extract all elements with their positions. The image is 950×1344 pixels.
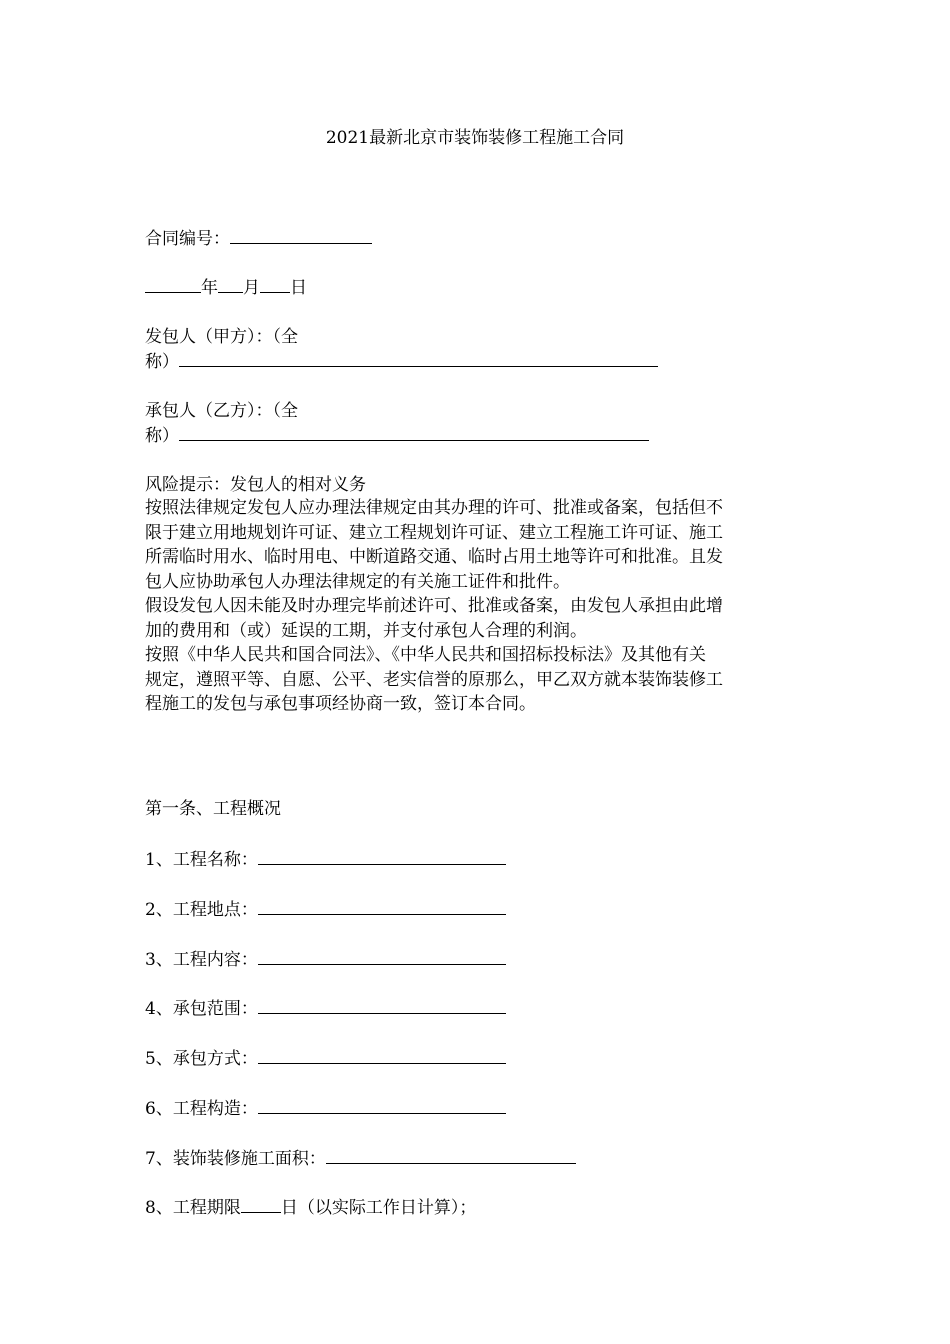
item-project-name [145,849,506,870]
item-label: 3、工程内容： [145,950,258,970]
date-day-blank[interactable] [260,277,290,293]
date-year-blank[interactable] [145,277,201,293]
document-title: 2021最新北京市装饰装修工程施工合同 [325,128,625,148]
item-blank[interactable] [326,1148,576,1164]
item-construction-area [145,1148,576,1169]
item-label: 5、承包方式： [145,1049,258,1069]
risk-line: 加的费用和（或）延误的工期，并支付承包人合理的利润。 [145,620,587,641]
item-project-location [145,899,506,920]
party-b-line2 [145,425,649,446]
contract-number-label: 合同编号： [145,229,230,249]
item-label: 4、承包范围： [145,999,258,1019]
risk-line: 限于建立用地规划许可证、建立工程规划许可证、建立工程施工许可证、施工 [145,522,723,543]
risk-line: 包人应协助承包人办理法律规定的有关施工证件和批件。 [145,571,570,592]
risk-line: 规定，遵照平等、自愿、公平、老实信誉的原那么，甲乙双方就本装饰装修工 [145,669,723,690]
item-project-structure [145,1098,506,1119]
item-blank[interactable] [258,949,506,965]
risk-paragraph [145,496,810,717]
risk-heading: 风险提示：发包人的相对义务 [145,475,366,495]
item-label-suffix: 日（以实际工作日计算）； [280,1198,477,1218]
item-project-content [145,949,506,970]
item-blank[interactable] [258,899,506,915]
risk-line: 按照法律规定发包人应办理法律规定由其办理的许可、批准或备案，包括但不 [145,498,723,518]
item-blank[interactable] [258,1098,506,1114]
item-label: 2、工程地点： [145,900,258,920]
item-blank[interactable] [258,998,506,1014]
contract-number-line [145,228,372,249]
duration-days-blank[interactable] [241,1197,281,1213]
risk-line: 所需临时用水、临时用电、中断道路交通、临时占用土地等许可和批准。且发 [145,547,723,567]
contract-number-blank[interactable] [230,228,372,244]
risk-line: 假设发包人因未能及时办理完毕前述许可、批准或备案，由发包人承担由此增 [145,596,723,616]
party-a-line2 [145,351,658,372]
party-a-blank[interactable] [179,351,658,367]
party-b-line1: 承包人（乙方）：（全 [145,401,298,421]
party-a-label: 称） [145,352,179,372]
date-month-label: 月 [243,278,260,298]
date-month-blank[interactable] [218,277,243,293]
item-contract-scope [145,998,506,1019]
item-label: 7、装饰装修施工面积： [145,1149,326,1169]
party-b-label: 称） [145,426,179,446]
item-label: 8、工程期限 [145,1198,241,1218]
date-line [145,277,307,298]
party-b-blank[interactable] [179,425,649,441]
item-blank[interactable] [258,1048,506,1064]
risk-line: 程施工的发包与承包事项经协商一致，签订本合同。 [145,694,536,714]
risk-line: 按照《中华人民共和国合同法》、《中华人民共和国招标投标法》及其他有关 [145,645,706,665]
item-blank[interactable] [258,849,506,865]
date-day-label: 日 [290,278,307,298]
party-a-line1: 发包人（甲方）：（全 [145,327,298,347]
item-project-duration [145,1197,476,1218]
item-label: 6、工程构造： [145,1099,258,1119]
section1-heading: 第一条、工程概况 [145,799,281,819]
item-contract-method [145,1048,506,1069]
date-year-label: 年 [201,278,218,298]
item-label: 1、工程名称： [145,850,258,870]
